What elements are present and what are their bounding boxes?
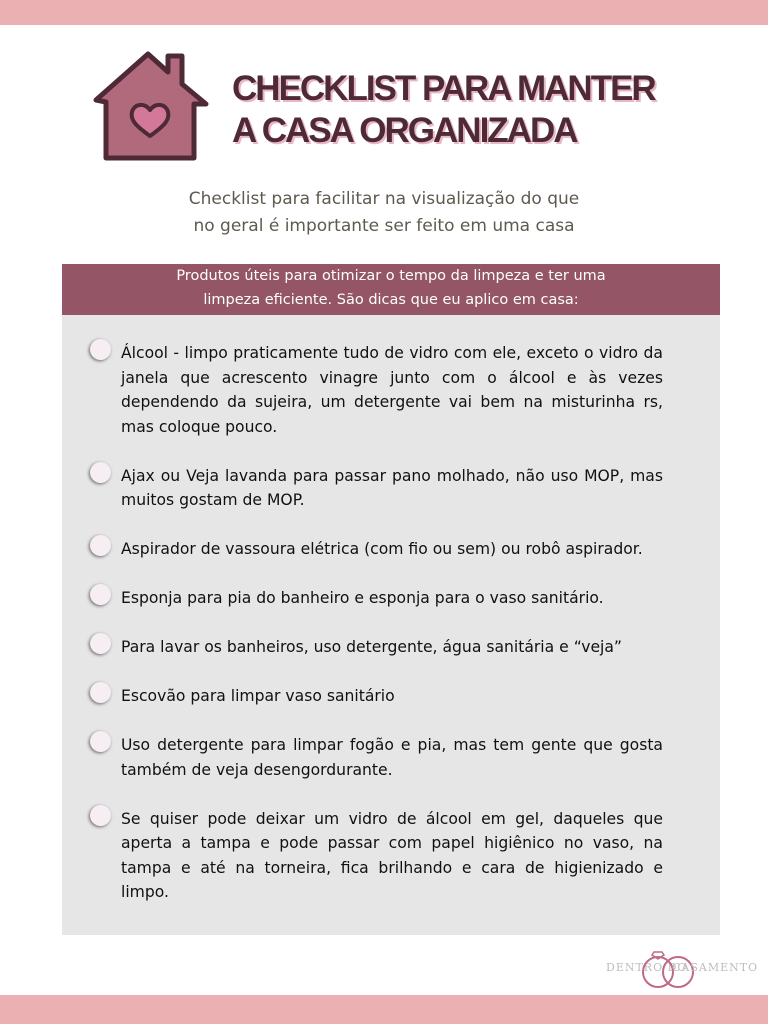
- checklist-item-text: Para lavar os banheiros, uso detergente, água sanitária e “veja”: [121, 638, 623, 656]
- checkbox-circle[interactable]: [90, 633, 111, 654]
- checkbox-circle[interactable]: [90, 462, 111, 483]
- checklist-item-text: Se quiser pode deixar um vidro de álcool em gel, daqueles que aperta a tampa e pode passar com papel higiênico no vaso, na tampa e até na torneira, fica brilhando e cara de higienizado e limpo.: [121, 809, 663, 901]
- checklist-item: [121, 684, 663, 709]
- checklist-item-text: Ajax ou Veja lavanda para passar pano molhado, não uso MOP, mas muitos gostam de MOP.: [121, 466, 663, 509]
- bottom-band: [0, 995, 768, 1024]
- banner-line-2: limpeza eficiente. São dicas que eu aplico em casa:: [203, 292, 579, 308]
- checklist-item-text: Álcool - limpo praticamente tudo de vidro com ele, exceto o vidro da janela que acrescento vinagre junto com o álcool e às vezes dependendo da sujeira, um detergente vai bem na misturinha rs, mas coloque pouco.: [121, 344, 663, 436]
- checkbox-circle[interactable]: [90, 805, 111, 826]
- section-banner: [62, 264, 720, 315]
- subtitle-line-1: Checklist para facilitar na visualização do que: [188, 189, 580, 209]
- checklist-item: [121, 586, 663, 611]
- checklist-item: [121, 635, 663, 660]
- title-line-1: CHECKLIST PARA MANTER: [232, 69, 655, 108]
- checkbox-circle[interactable]: [90, 731, 111, 752]
- logo-text-right: CASAMENTO: [672, 961, 759, 974]
- subtitle: [0, 186, 768, 240]
- checklist-item-text: Escovão para limpar vaso sanitário: [121, 687, 395, 705]
- checklist-item: [121, 341, 663, 439]
- checklist-item-text: Aspirador de vassoura elétrica (com fio ou sem) ou robô aspirador.: [121, 540, 643, 558]
- checklist-item: [121, 464, 663, 513]
- top-band: [0, 0, 768, 25]
- page-title: [232, 68, 655, 152]
- checklist: [121, 341, 663, 929]
- checklist-item: [121, 733, 663, 782]
- dentro-do-casamento-logo: [606, 944, 759, 990]
- checkbox-circle[interactable]: [90, 535, 111, 556]
- banner-line-1: Produtos úteis para otimizar o tempo da limpeza e ter uma: [176, 268, 606, 284]
- house-heart-icon: [92, 50, 210, 162]
- subtitle-line-2: no geral é importante ser feito em uma casa: [193, 216, 575, 236]
- logo-text-left: DENTRO DO: [606, 961, 688, 974]
- checklist-item: [121, 807, 663, 905]
- checkbox-circle[interactable]: [90, 584, 111, 605]
- checklist-item-text: Uso detergente para limpar fogão e pia, mas tem gente que gosta também de veja desengordurante.: [121, 736, 663, 779]
- checklist-item: [121, 537, 663, 562]
- checkbox-circle[interactable]: [90, 339, 111, 360]
- title-line-2: A CASA ORGANIZADA: [232, 111, 577, 150]
- checkbox-circle[interactable]: [90, 682, 111, 703]
- checklist-item-text: Esponja para pia do banheiro e esponja para o vaso sanitário.: [121, 589, 604, 607]
